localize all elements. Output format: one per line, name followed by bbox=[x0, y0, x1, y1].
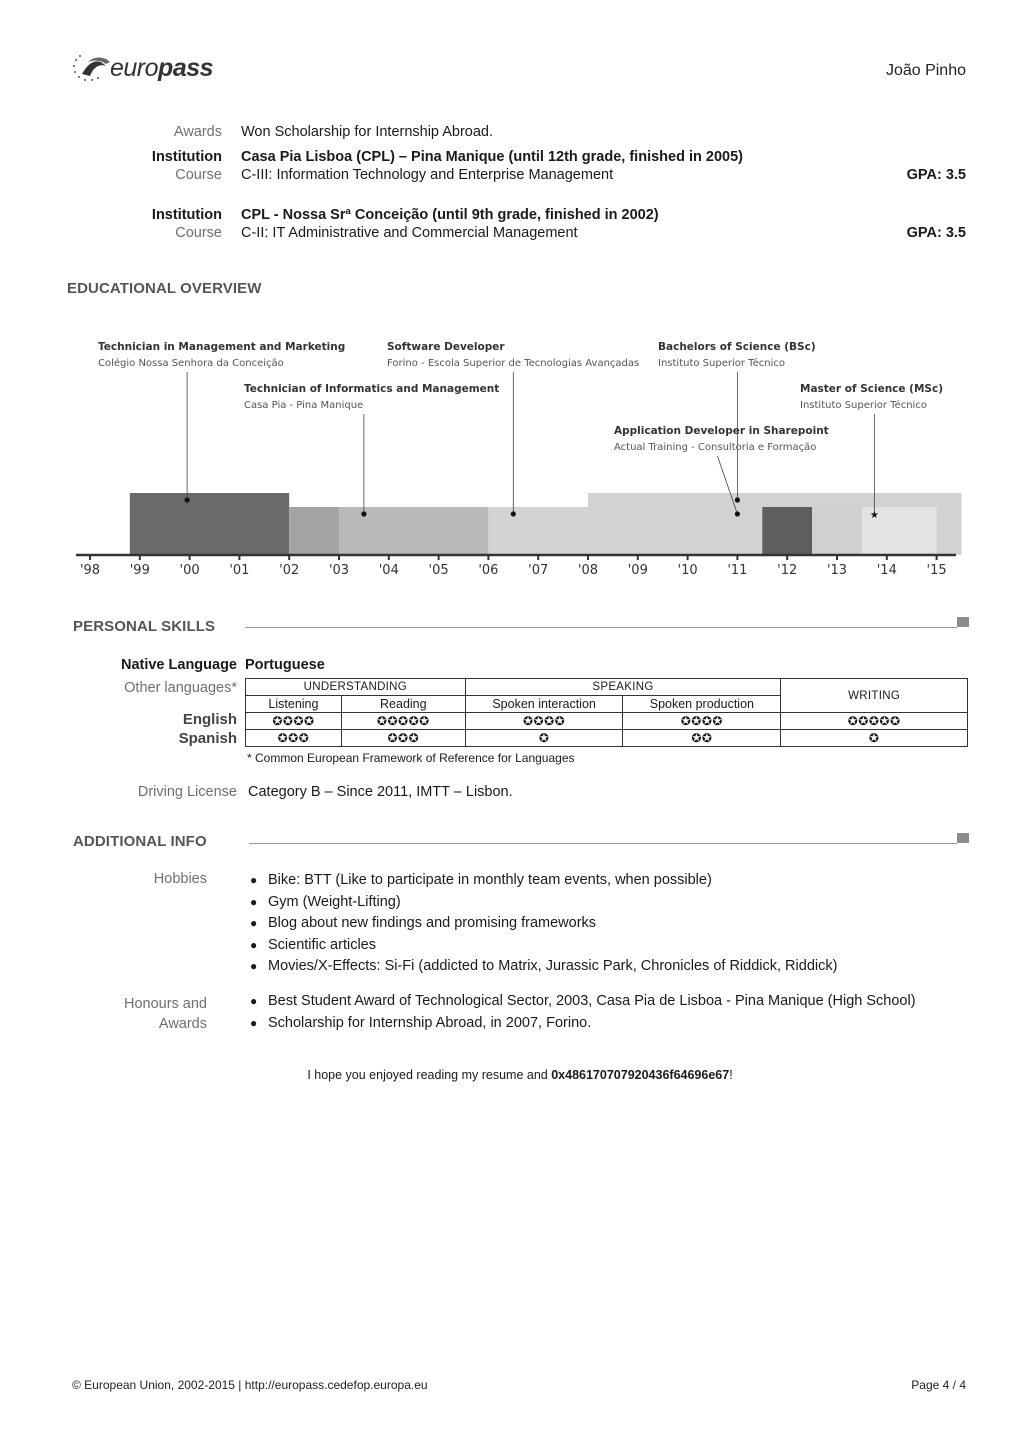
section-divider bbox=[249, 843, 957, 844]
timeline-year-label: '01 bbox=[229, 563, 250, 578]
list-item: ● Scientific articles bbox=[250, 936, 376, 953]
awards-label: Awards bbox=[173, 124, 222, 140]
honours-list bbox=[250, 991, 916, 1034]
footer-copyright: © European Union, 2002-2015 | http://europass.cedefop.europa.eu bbox=[72, 1378, 428, 1392]
timeline-year-label: '99 bbox=[129, 563, 150, 578]
awards-value: Won Scholarship for Internship Abroad. bbox=[241, 124, 494, 140]
other-languages-label: Other languages* bbox=[124, 680, 237, 696]
timeline-year-label: '04 bbox=[378, 563, 399, 578]
spoken-production-header: Spoken production bbox=[623, 696, 781, 713]
timeline-year-label: '14 bbox=[876, 563, 897, 578]
timeline-period-bar bbox=[289, 507, 339, 555]
timeline-dot-marker bbox=[361, 511, 366, 516]
timeline-year-label: '13 bbox=[826, 563, 848, 578]
hobbies-label: Hobbies bbox=[153, 871, 207, 887]
writing-header: WRITING bbox=[781, 679, 968, 713]
timeline-year-label: '10 bbox=[677, 563, 698, 578]
course-value: C-III: Information Technology and Enterprise Management bbox=[241, 167, 614, 183]
spoken-interaction-header: Spoken interaction bbox=[465, 696, 623, 713]
section-divider bbox=[245, 627, 957, 628]
course-label: Course bbox=[175, 225, 222, 241]
institution-value: Casa Pia Lisboa (CPL) – Pina Manique (until 12th grade, finished in 2005) bbox=[241, 149, 743, 165]
timeline-year-label: '05 bbox=[428, 563, 449, 578]
reading-header: Reading bbox=[341, 696, 465, 713]
timeline-graphic bbox=[66, 330, 966, 590]
timeline-milestone-title: Technician in Management and Marketing bbox=[98, 341, 346, 353]
native-language-value: Portuguese bbox=[245, 657, 325, 673]
timeline-dot-marker bbox=[185, 497, 190, 502]
driving-license-label: Driving License bbox=[137, 784, 237, 800]
languages-table bbox=[245, 678, 968, 747]
timeline-milestone-title: Application Developer in Sharepoint bbox=[614, 425, 829, 437]
timeline-year-label: '12 bbox=[777, 563, 798, 578]
timeline-milestone-subtitle: Forino - Escola Superior de Tecnologias Avançadas bbox=[387, 358, 640, 369]
course-label: Course bbox=[175, 167, 222, 183]
level-cell: ✪✪✪✪✪ bbox=[781, 713, 968, 730]
closing-line: I hope you enjoyed reading my resume and 0x486170707920436f64696e67! bbox=[307, 1068, 733, 1082]
timeline-milestone-title: Master of Science (MSc) bbox=[800, 383, 944, 395]
list-item: ● Blog about new findings and promising frameworks bbox=[250, 915, 597, 931]
course-value: C-II: IT Administrative and Commercial Management bbox=[241, 225, 578, 241]
institution-value: CPL - Nossa Srª Conceição (until 9th grade, finished in 2002) bbox=[241, 207, 659, 223]
timeline-period-bar bbox=[488, 507, 588, 555]
education-timeline bbox=[66, 330, 966, 590]
timeline-milestone-subtitle: Casa Pia - Pina Manique bbox=[244, 400, 364, 411]
timeline-milestone-title: Software Developer bbox=[387, 341, 505, 353]
timeline-milestone-subtitle: Actual Training - Consultoria e Formação bbox=[614, 442, 817, 453]
honours-label: Honours and Awards bbox=[123, 996, 207, 1032]
timeline-year-label: '00 bbox=[179, 563, 200, 578]
educational-overview-title: EDUCATIONAL OVERVIEW bbox=[67, 280, 262, 297]
logo-wordmark: europass bbox=[110, 54, 214, 82]
level-cell: ✪✪✪✪ bbox=[623, 713, 781, 730]
level-cell: ✪ bbox=[465, 730, 623, 747]
timeline-year-label: '07 bbox=[528, 563, 549, 578]
timeline-year-label: '15 bbox=[926, 563, 947, 578]
driving-license-value: Category B – Since 2011, IMTT – Lisbon. bbox=[248, 784, 513, 800]
timeline-star-marker: ★ bbox=[869, 510, 879, 521]
language-name-english: English bbox=[182, 711, 237, 728]
timeline-year-label: '06 bbox=[478, 563, 499, 578]
timeline-year-label: '11 bbox=[727, 563, 748, 578]
list-item: ● Best Student Award of Technological Sector, 2003, Casa Pia de Lisboa - Pina Manique (High School) bbox=[250, 993, 916, 1009]
language-name-spanish: Spanish bbox=[178, 730, 237, 747]
timeline-dot-marker bbox=[735, 497, 740, 502]
timeline-period-bar bbox=[130, 493, 289, 555]
native-language-label: Native Language bbox=[120, 657, 237, 673]
timeline-year-label: '03 bbox=[328, 563, 350, 578]
table-row bbox=[246, 713, 968, 730]
hobbies-list bbox=[250, 870, 837, 978]
table-row bbox=[246, 730, 968, 747]
timeline-period-bar bbox=[812, 507, 862, 555]
gpa-value: GPA: 3.5 bbox=[906, 167, 966, 183]
list-item: ● Gym (Weight-Lifting) bbox=[250, 893, 401, 910]
timeline-milestone-subtitle: Instituto Superior Técnico bbox=[800, 400, 927, 411]
timeline-milestone-subtitle: Instituto Superior Técnico bbox=[658, 358, 785, 369]
timeline-year-label: '08 bbox=[577, 563, 599, 578]
timeline-milestone-subtitle: Colégio Nossa Senhora da Conceição bbox=[98, 358, 284, 369]
list-item: ● Scholarship for Internship Abroad, in 2007, Forino. bbox=[250, 1014, 592, 1031]
level-cell: ✪✪✪✪ bbox=[465, 713, 623, 730]
timeline-dot-marker bbox=[511, 511, 516, 516]
level-cell: ✪ bbox=[781, 730, 968, 747]
understanding-header: UNDERSTANDING bbox=[246, 679, 466, 696]
list-item: ● Bike: BTT (Like to participate in monthly team events, when possible) bbox=[250, 872, 712, 888]
cefr-footnote: * Common European Framework of Reference for Languages bbox=[247, 751, 575, 765]
person-name: João Pinho bbox=[885, 62, 966, 79]
gpa-value: GPA: 3.5 bbox=[906, 225, 966, 241]
level-cell: ✪✪✪ bbox=[246, 730, 342, 747]
section-marker bbox=[957, 833, 969, 843]
timeline-year-label: '02 bbox=[279, 563, 300, 578]
footer-page-number: Page 4 / 4 bbox=[911, 1378, 966, 1392]
additional-info-title: ADDITIONAL INFO bbox=[73, 833, 207, 850]
institution-label: Institution bbox=[151, 149, 222, 165]
timeline-period-bar bbox=[762, 507, 812, 555]
timeline-milestone-title: Technician of Informatics and Management bbox=[244, 383, 500, 395]
listening-header: Listening bbox=[246, 696, 342, 713]
speaking-header: SPEAKING bbox=[465, 679, 781, 696]
timeline-dot-marker bbox=[735, 511, 740, 516]
timeline-year-label: '98 bbox=[79, 563, 101, 578]
list-item: ● Movies/X-Effects: Si-Fi (addicted to Matrix, Jurassic Park, Chronicles of Riddick, Riddick) bbox=[250, 958, 838, 974]
personal-skills-title: PERSONAL SKILLS bbox=[73, 618, 216, 635]
europass-logo bbox=[70, 48, 220, 92]
level-cell: ✪✪✪✪✪ bbox=[341, 713, 465, 730]
level-cell: ✪✪✪✪ bbox=[246, 713, 342, 730]
level-cell: ✪✪ bbox=[623, 730, 781, 747]
institution-label: Institution bbox=[151, 207, 222, 223]
level-cell: ✪✪✪ bbox=[341, 730, 465, 747]
timeline-year-label: '09 bbox=[627, 563, 648, 578]
timeline-milestone-title: Bachelors of Science (BSc) bbox=[658, 341, 816, 353]
section-marker bbox=[957, 617, 969, 627]
